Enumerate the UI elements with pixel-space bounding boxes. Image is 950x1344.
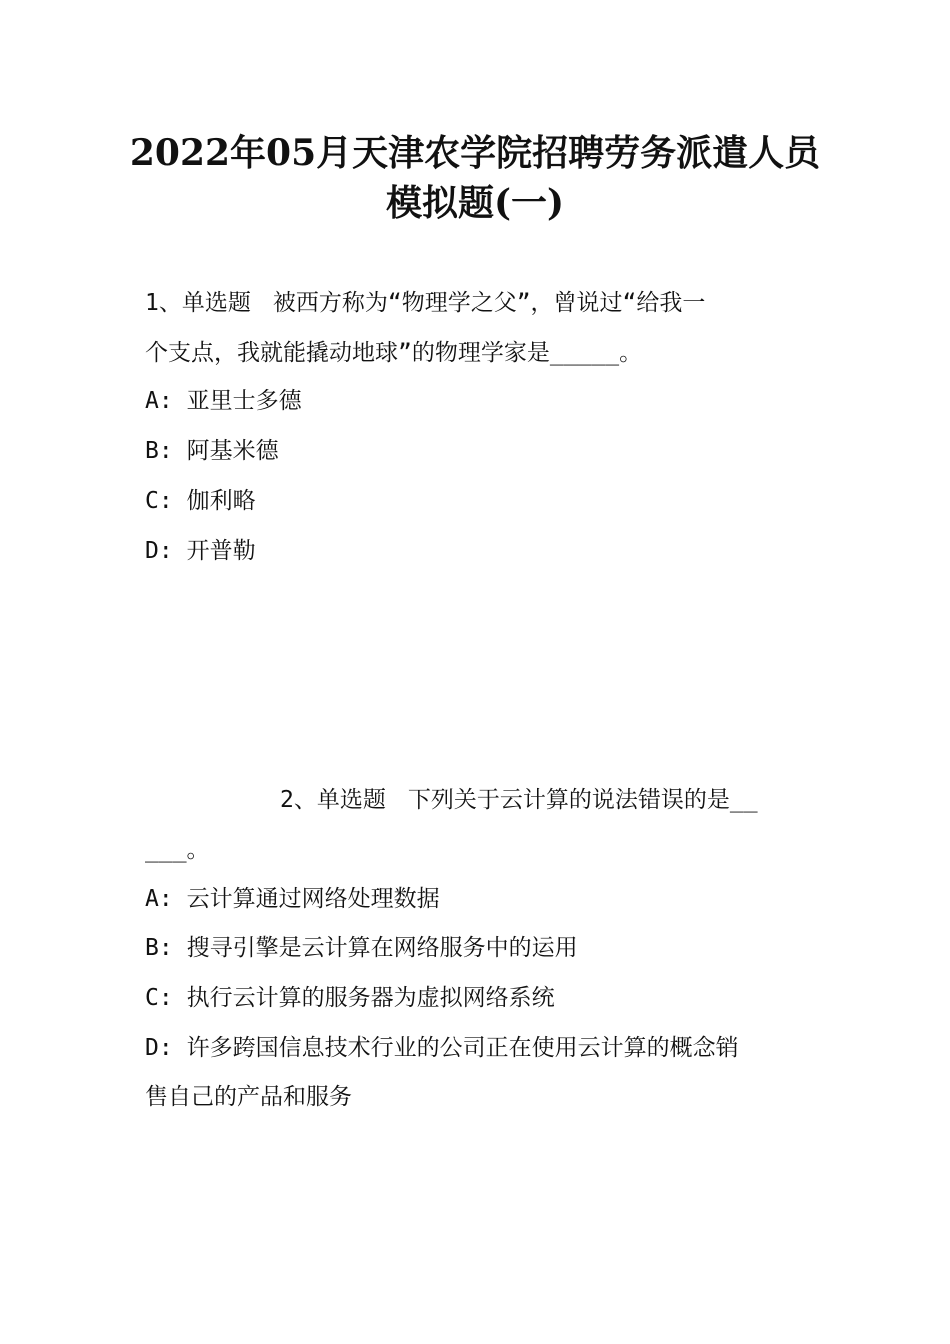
question-number: 1、	[145, 290, 182, 316]
document-title-line-1: 2022年05月天津农学院招聘劳务派遣人员	[129, 132, 821, 174]
option-letter: C:	[145, 488, 173, 514]
option-d	[145, 536, 810, 566]
option-text: 搜寻引擎是云计算在网络服务中的运用	[186, 935, 578, 961]
option-b	[145, 436, 810, 466]
option-letter: B:	[145, 935, 173, 961]
question-stem: 下列关于云计算的说法错误的是__	[407, 787, 758, 813]
option-letter: A:	[145, 388, 173, 414]
option-d-continued: 售自己的产品和服务	[145, 1084, 352, 1110]
option-a	[145, 884, 810, 914]
option-letter: D:	[145, 538, 173, 564]
option-b	[145, 933, 810, 963]
option-text: 阿基米德	[186, 438, 279, 464]
option-letter: A:	[145, 886, 173, 912]
option-text: 许多跨国信息技术行业的公司正在使用云计算的概念销	[186, 1035, 739, 1061]
question-stem-continued: ___。	[145, 837, 210, 863]
question-type: 单选题	[316, 787, 386, 813]
question-1-header	[145, 288, 810, 318]
option-text: 云计算通过网络处理数据	[186, 886, 440, 912]
question-number: 2、	[280, 787, 317, 813]
question-type: 单选题	[181, 290, 251, 316]
option-letter: B:	[145, 438, 173, 464]
option-letter: C:	[145, 985, 173, 1011]
question-stem: 被西方称为“物理学之父”，曾说过“给我一	[272, 290, 706, 316]
option-a	[145, 386, 810, 416]
question-2-header	[280, 785, 810, 815]
option-text: 开普勒	[186, 538, 256, 564]
option-d	[145, 1033, 810, 1063]
option-text: 伽利略	[186, 488, 256, 514]
document-title-line-2: 模拟题(一)	[385, 182, 565, 224]
question-stem-continued: 个支点，我就能撬动地球”的物理学家是_____。	[145, 340, 643, 366]
option-text: 执行云计算的服务器为虚拟网络系统	[186, 985, 555, 1011]
option-text: 亚里士多德	[186, 388, 302, 414]
option-letter: D:	[145, 1035, 173, 1061]
option-c	[145, 983, 810, 1013]
option-c	[145, 486, 810, 516]
